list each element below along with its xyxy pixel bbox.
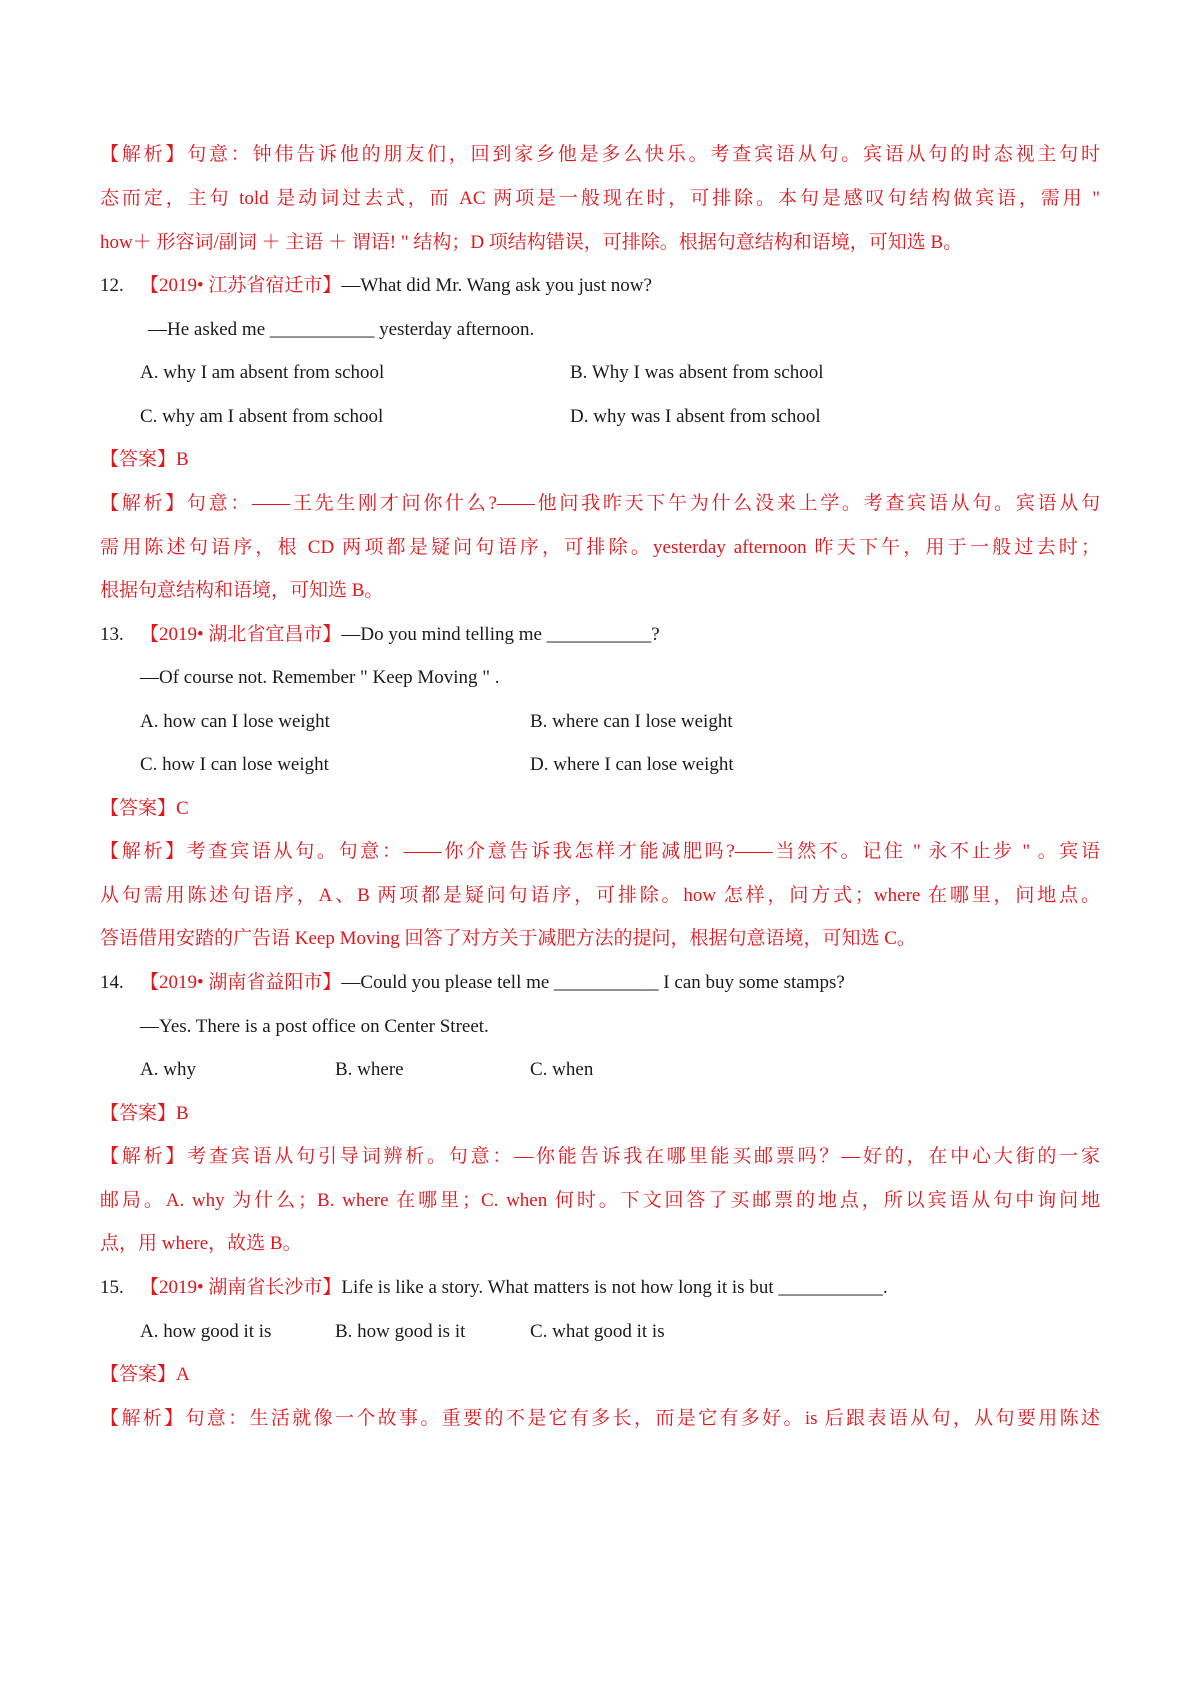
- question-number: 12.: [100, 275, 124, 296]
- option-c: C. how I can lose weight: [140, 754, 329, 775]
- option-d: D. why was I absent from school: [570, 406, 821, 427]
- analysis-line: 点，用 where，故选 B。: [100, 1233, 302, 1254]
- analysis-line: 需用陈述句语序，根 CD 两项都是疑问句语序，可排除。yesterday afternoon 昨天下午，用于一般过去时；: [100, 537, 1100, 558]
- analysis-line: 从句需用陈述句语序，A、B 两项都是疑问句语序，可排除。how 怎样，问方式；where 在哪里，问地点。: [100, 885, 1100, 906]
- analysis-line: 【解析】考查宾语从句引导词辨析。句意：—你能告诉我在哪里能买邮票吗？—好的，在中心大街的一家: [100, 1146, 1100, 1167]
- option-a: A. why I am absent from school: [140, 362, 385, 383]
- option-c: C. what good it is: [530, 1321, 665, 1342]
- analysis-line: 【解析】句意：——王先生刚才问你什么?——他问我昨天下午为什么没来上学。考查宾语从句。宾语从句: [100, 493, 1100, 514]
- question-stem: —Do you mind telling me ___________?: [341, 624, 660, 645]
- question-15: [100, 1275, 888, 1301]
- question-stem: —Could you please tell me ___________ I can buy some stamps?: [341, 972, 845, 993]
- analysis-line: 邮局。A. why 为什么；B. where 在哪里；C. when 何时。下文回答了买邮票的地点，所以宾语从句中询问地: [100, 1190, 1100, 1211]
- option-a: A. how good it is: [140, 1321, 272, 1342]
- analysis-line: 【解析】考查宾语从句。句意：——你介意告诉我怎样才能减肥吗?——当然不。记住 " 永不止步 " 。宾语: [100, 841, 1100, 862]
- question-stem: —What did Mr. Wang ask you just now?: [341, 275, 652, 296]
- analysis-line: 答语借用安踏的广告语 Keep Moving 回答了对方关于减肥方法的提问，根据句意语境，可知选 C。: [100, 928, 916, 949]
- question-source: 【2019• 江苏省宿迁市】: [140, 275, 342, 296]
- question-number: 15.: [100, 1277, 124, 1298]
- question-stem: Life is like a story. What matters is not how long it is but ___________.: [341, 1277, 888, 1298]
- question-number: 14.: [100, 972, 124, 993]
- question-13: [100, 622, 660, 648]
- option-b: B. where can I lose weight: [530, 711, 733, 732]
- analysis-line: 根据句意结构和语境，可知选 B。: [100, 580, 384, 601]
- option-a: A. why: [140, 1059, 196, 1080]
- question-source: 【2019• 湖北省宜昌市】: [140, 624, 342, 645]
- option-d: D. where I can lose weight: [530, 754, 734, 775]
- question-source: 【2019• 湖南省长沙市】: [140, 1277, 342, 1298]
- question-12: [100, 273, 652, 299]
- option-c: C. why am I absent from school: [140, 406, 384, 427]
- option-b: B. how good is it: [335, 1321, 466, 1342]
- question-line: —He asked me ___________ yesterday afternoon.: [148, 319, 535, 340]
- analysis-line: 【解析】句意：生活就像一个故事。重要的不是它有多长，而是它有多好。is 后跟表语从句，从句要用陈述: [100, 1408, 1100, 1429]
- option-b: B. Why I was absent from school: [570, 362, 824, 383]
- answer: 【答案】A: [100, 1364, 190, 1385]
- prev-analysis-line: how＋ 形容词/副词 ＋ 主语 ＋ 谓语! " 结构；D 项结构错误，可排除。根据句意结构和语境，可知选 B。: [100, 232, 963, 253]
- option-a: A. how can I lose weight: [140, 711, 330, 732]
- question-source: 【2019• 湖南省益阳市】: [140, 972, 342, 993]
- prev-analysis-line: 态而定，主句 told 是动词过去式，而 AC 两项是一般现在时，可排除。本句是感叹句结构做宾语，需用 ": [100, 188, 1100, 209]
- answer: 【答案】B: [100, 1103, 189, 1124]
- option-b: B. where: [335, 1059, 404, 1080]
- question-14: [100, 970, 845, 996]
- question-line: —Of course not. Remember " Keep Moving " .: [140, 667, 500, 688]
- question-line: —Yes. There is a post office on Center Street.: [140, 1016, 489, 1037]
- answer: 【答案】B: [100, 449, 189, 470]
- question-number: 13.: [100, 624, 124, 645]
- option-c: C. when: [530, 1059, 594, 1080]
- answer: 【答案】C: [100, 798, 189, 819]
- prev-analysis-line: 【解析】句意：钟伟告诉他的朋友们，回到家乡他是多么快乐。考查宾语从句。宾语从句的时态视主句时: [100, 144, 1100, 165]
